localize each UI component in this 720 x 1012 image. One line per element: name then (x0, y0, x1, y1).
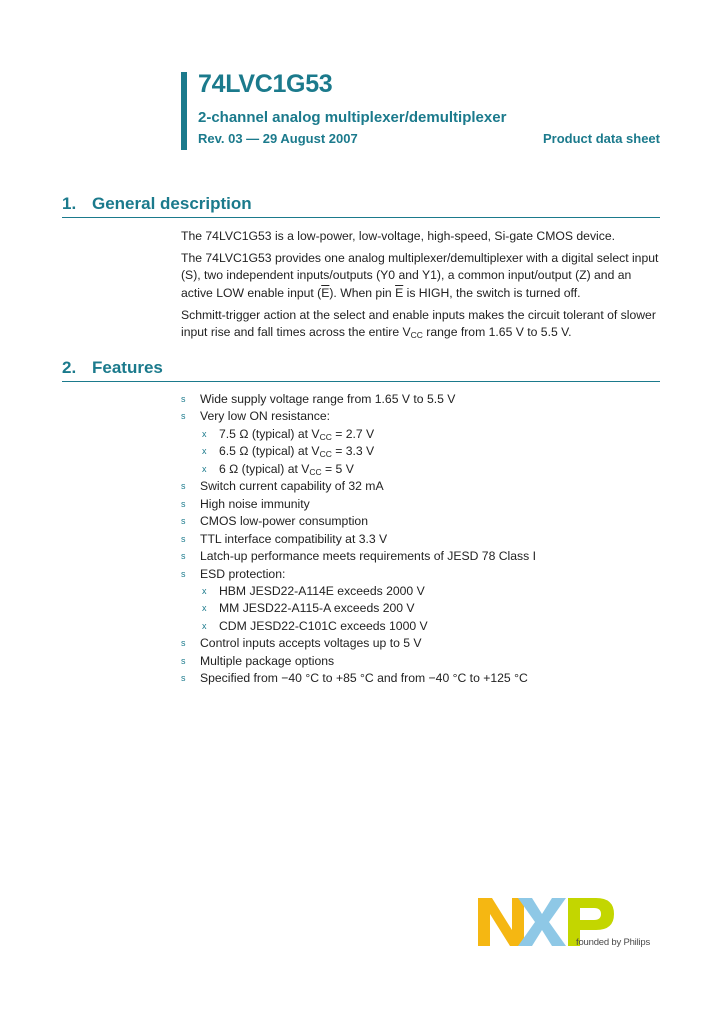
paragraph (181, 228, 661, 245)
enable-pin-symbol: $\overline{E}$ (321, 285, 330, 300)
section-heading-general-description (62, 194, 660, 218)
list-subitem (181, 426, 661, 443)
list-item (181, 548, 661, 565)
logo-tagline: founded by Philips (576, 937, 651, 948)
list-item-text: ESD protection: (200, 566, 286, 581)
enable-pin-symbol: $\overline{E}$ (395, 285, 404, 300)
document-title: 74LVC1G53 (198, 70, 333, 98)
list-item-text: TTL interface compatibility at 3.3 V (200, 531, 388, 546)
sub-bullet-icon: x (202, 463, 207, 474)
list-subitem (181, 461, 661, 478)
paragraph-text: The 74LVC1G53 is a low-power, low-voltage, high-speed, Si-gate CMOS device. (181, 229, 615, 243)
section-title: Features (92, 358, 163, 377)
list-item (181, 391, 661, 408)
bullet-icon: s (181, 498, 186, 509)
list-subitem (181, 600, 661, 617)
logo-letter-n (478, 898, 524, 946)
bullet-icon: s (181, 551, 186, 562)
list-subitem (181, 618, 661, 635)
bullet-icon: s (181, 481, 186, 492)
paragraph (181, 307, 661, 341)
subscript: CC (410, 330, 423, 341)
list-item (181, 513, 661, 530)
list-item (181, 566, 661, 583)
list-item-text: Latch-up performance meets requirements of JESD 78 Class I (200, 549, 536, 564)
sub-bullet-icon: x (202, 585, 207, 596)
list-subitem (181, 443, 661, 460)
list-item-text: Multiple package options (200, 653, 335, 668)
bullet-icon: s (181, 655, 186, 666)
bullet-icon: s (181, 516, 186, 527)
list-item-text: CMOS low-power consumption (200, 514, 368, 529)
paragraph-text: is HIGH, the switch is turned off. (403, 285, 581, 300)
list-item-text: Wide supply voltage range from 1.65 V to 5.5 V (200, 392, 456, 406)
list-item-text: Control inputs accepts voltages up to 5 V (200, 636, 422, 651)
list-item-text: = 2.7 V (331, 426, 375, 441)
list-subitem (181, 583, 661, 600)
paragraph-text: ). When pin (329, 285, 396, 300)
paragraph-text: Schmitt-trigger action at the select and enable inputs makes the circuit tolerant of slower input rise and fall times across the entire V (181, 307, 656, 340)
list-item (181, 531, 661, 548)
bullet-icon: s (181, 568, 186, 579)
paragraph-text: The 74LVC1G53 provides one analog multiplexer/demultiplexer with a digital select input (S), two independent inputs/outputs (Y0 and Y1), a common input/output (Z) and an active LOW enable input ( (181, 251, 659, 300)
list-item-text: MM JESD22-A115-A exceeds 200 V (219, 601, 415, 616)
subscript: CC (309, 466, 322, 477)
list-item (181, 478, 661, 495)
list-item (181, 496, 661, 513)
sub-bullet-icon: x (202, 620, 207, 631)
bullet-icon: s (181, 673, 186, 684)
list-item-text: 6.5 Ω (typical) at V (219, 444, 320, 459)
list-item (181, 408, 661, 425)
section-heading-features (62, 358, 660, 382)
section-number: 2. (62, 358, 77, 377)
list-item-text: CDM JESD22-C101C exceeds 1000 V (219, 618, 428, 633)
subscript: CC (319, 449, 332, 460)
bullet-icon: s (181, 533, 186, 544)
document-type: Product data sheet (542, 131, 660, 146)
general-description-body (181, 228, 661, 341)
list-item-text: = 5 V (321, 461, 354, 476)
paragraph-text: range from 1.65 V to 5.5 V. (422, 325, 572, 340)
sub-bullet-icon: x (202, 428, 207, 439)
bullet-icon: s (181, 411, 186, 422)
list-item-text: Switch current capability of 32 mA (200, 479, 384, 494)
sub-bullet-icon: x (202, 603, 207, 614)
bullet-icon: s (181, 638, 186, 649)
section-number: 1. (62, 194, 77, 213)
header-accent-bar (181, 72, 187, 150)
list-item-text: HBM JESD22-A114E exceeds 2000 V (219, 583, 425, 598)
subscript: CC (319, 431, 332, 442)
list-item-text: Very low ON resistance: (200, 409, 331, 424)
features-list (181, 391, 661, 688)
list-item-text: 7.5 Ω (typical) at V (219, 426, 320, 441)
list-item-text: 6 Ω (typical) at V (219, 461, 310, 476)
document-revision: Rev. 03 — 29 August 2007 (198, 131, 358, 146)
document-subtitle: 2-channel analog multiplexer/demultiplexer (198, 109, 507, 126)
list-item (181, 670, 661, 687)
sub-bullet-icon: x (202, 446, 207, 457)
list-item (181, 635, 661, 652)
section-title: General description (92, 194, 252, 213)
list-item-text: Specified from −40 °C to +85 °C and from −40 °C to +125 °C (200, 671, 528, 686)
logo-letter-x (518, 898, 566, 946)
list-item (181, 653, 661, 670)
list-item-text: = 3.3 V (331, 444, 375, 459)
paragraph (181, 250, 661, 302)
list-item-text: High noise immunity (200, 496, 310, 511)
bullet-icon: s (181, 394, 186, 404)
